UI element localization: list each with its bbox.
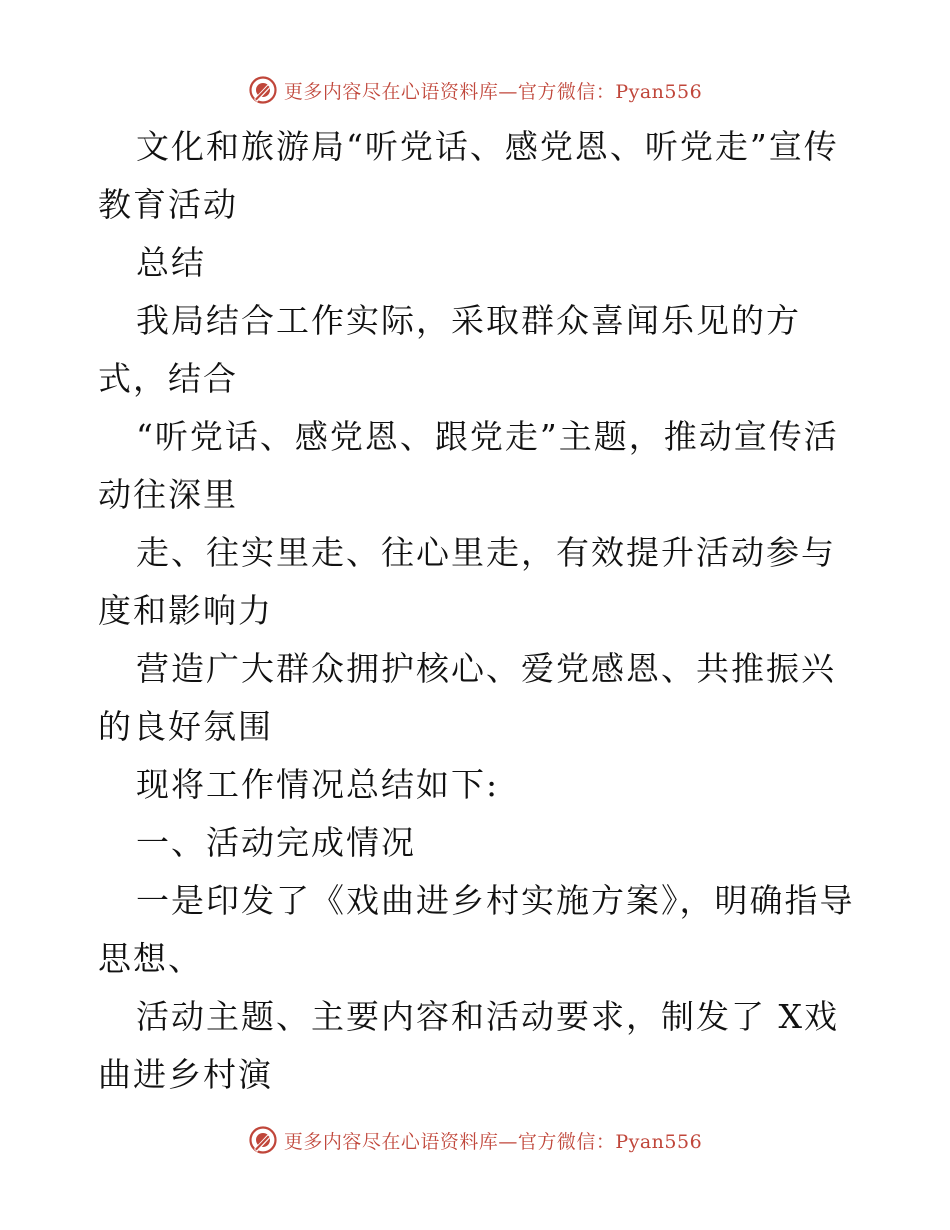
body-paragraph: 我局结合工作实际，采取群众喜闻乐见的方式，结合 bbox=[98, 301, 801, 398]
body-paragraph: 活动主题、主要内容和活动要求，制发了 X戏曲进乡村演 bbox=[98, 997, 839, 1094]
body-paragraph: 走、往实里走、往心里走，有效提升活动参与度和影响力 bbox=[98, 533, 836, 630]
watermark-text: 更多内容尽在心语资料库—官方微信：Pyan556 bbox=[283, 1130, 703, 1153]
section-heading: 一、活动完成情况 bbox=[136, 823, 416, 862]
watermark-banner-top bbox=[0, 70, 950, 110]
watermark-banner-bottom bbox=[0, 1120, 950, 1160]
body-paragraph: “听党话、感党恩、跟党走”主题，推动宣传活动往深里 bbox=[98, 417, 839, 514]
document-subtitle-line: 总结 bbox=[136, 243, 206, 282]
body-paragraph: 现将工作情况总结如下: bbox=[136, 765, 500, 804]
document-title-line: 文化和旅游局“听党话、感党恩、听党走”宣传教育活动 bbox=[98, 127, 839, 224]
watermark-text: 更多内容尽在心语资料库—官方微信：Pyan556 bbox=[283, 80, 703, 103]
pen-seal-logo-icon bbox=[248, 1125, 278, 1155]
document-body bbox=[98, 118, 858, 1104]
body-paragraph: 一是印发了《戏曲进乡村实施方案》，明确指导思想、 bbox=[98, 881, 855, 978]
pen-seal-logo-icon bbox=[248, 75, 278, 105]
body-paragraph: 营造广大群众拥护核心、爱党感恩、共推振兴的良好氛围 bbox=[98, 649, 836, 746]
